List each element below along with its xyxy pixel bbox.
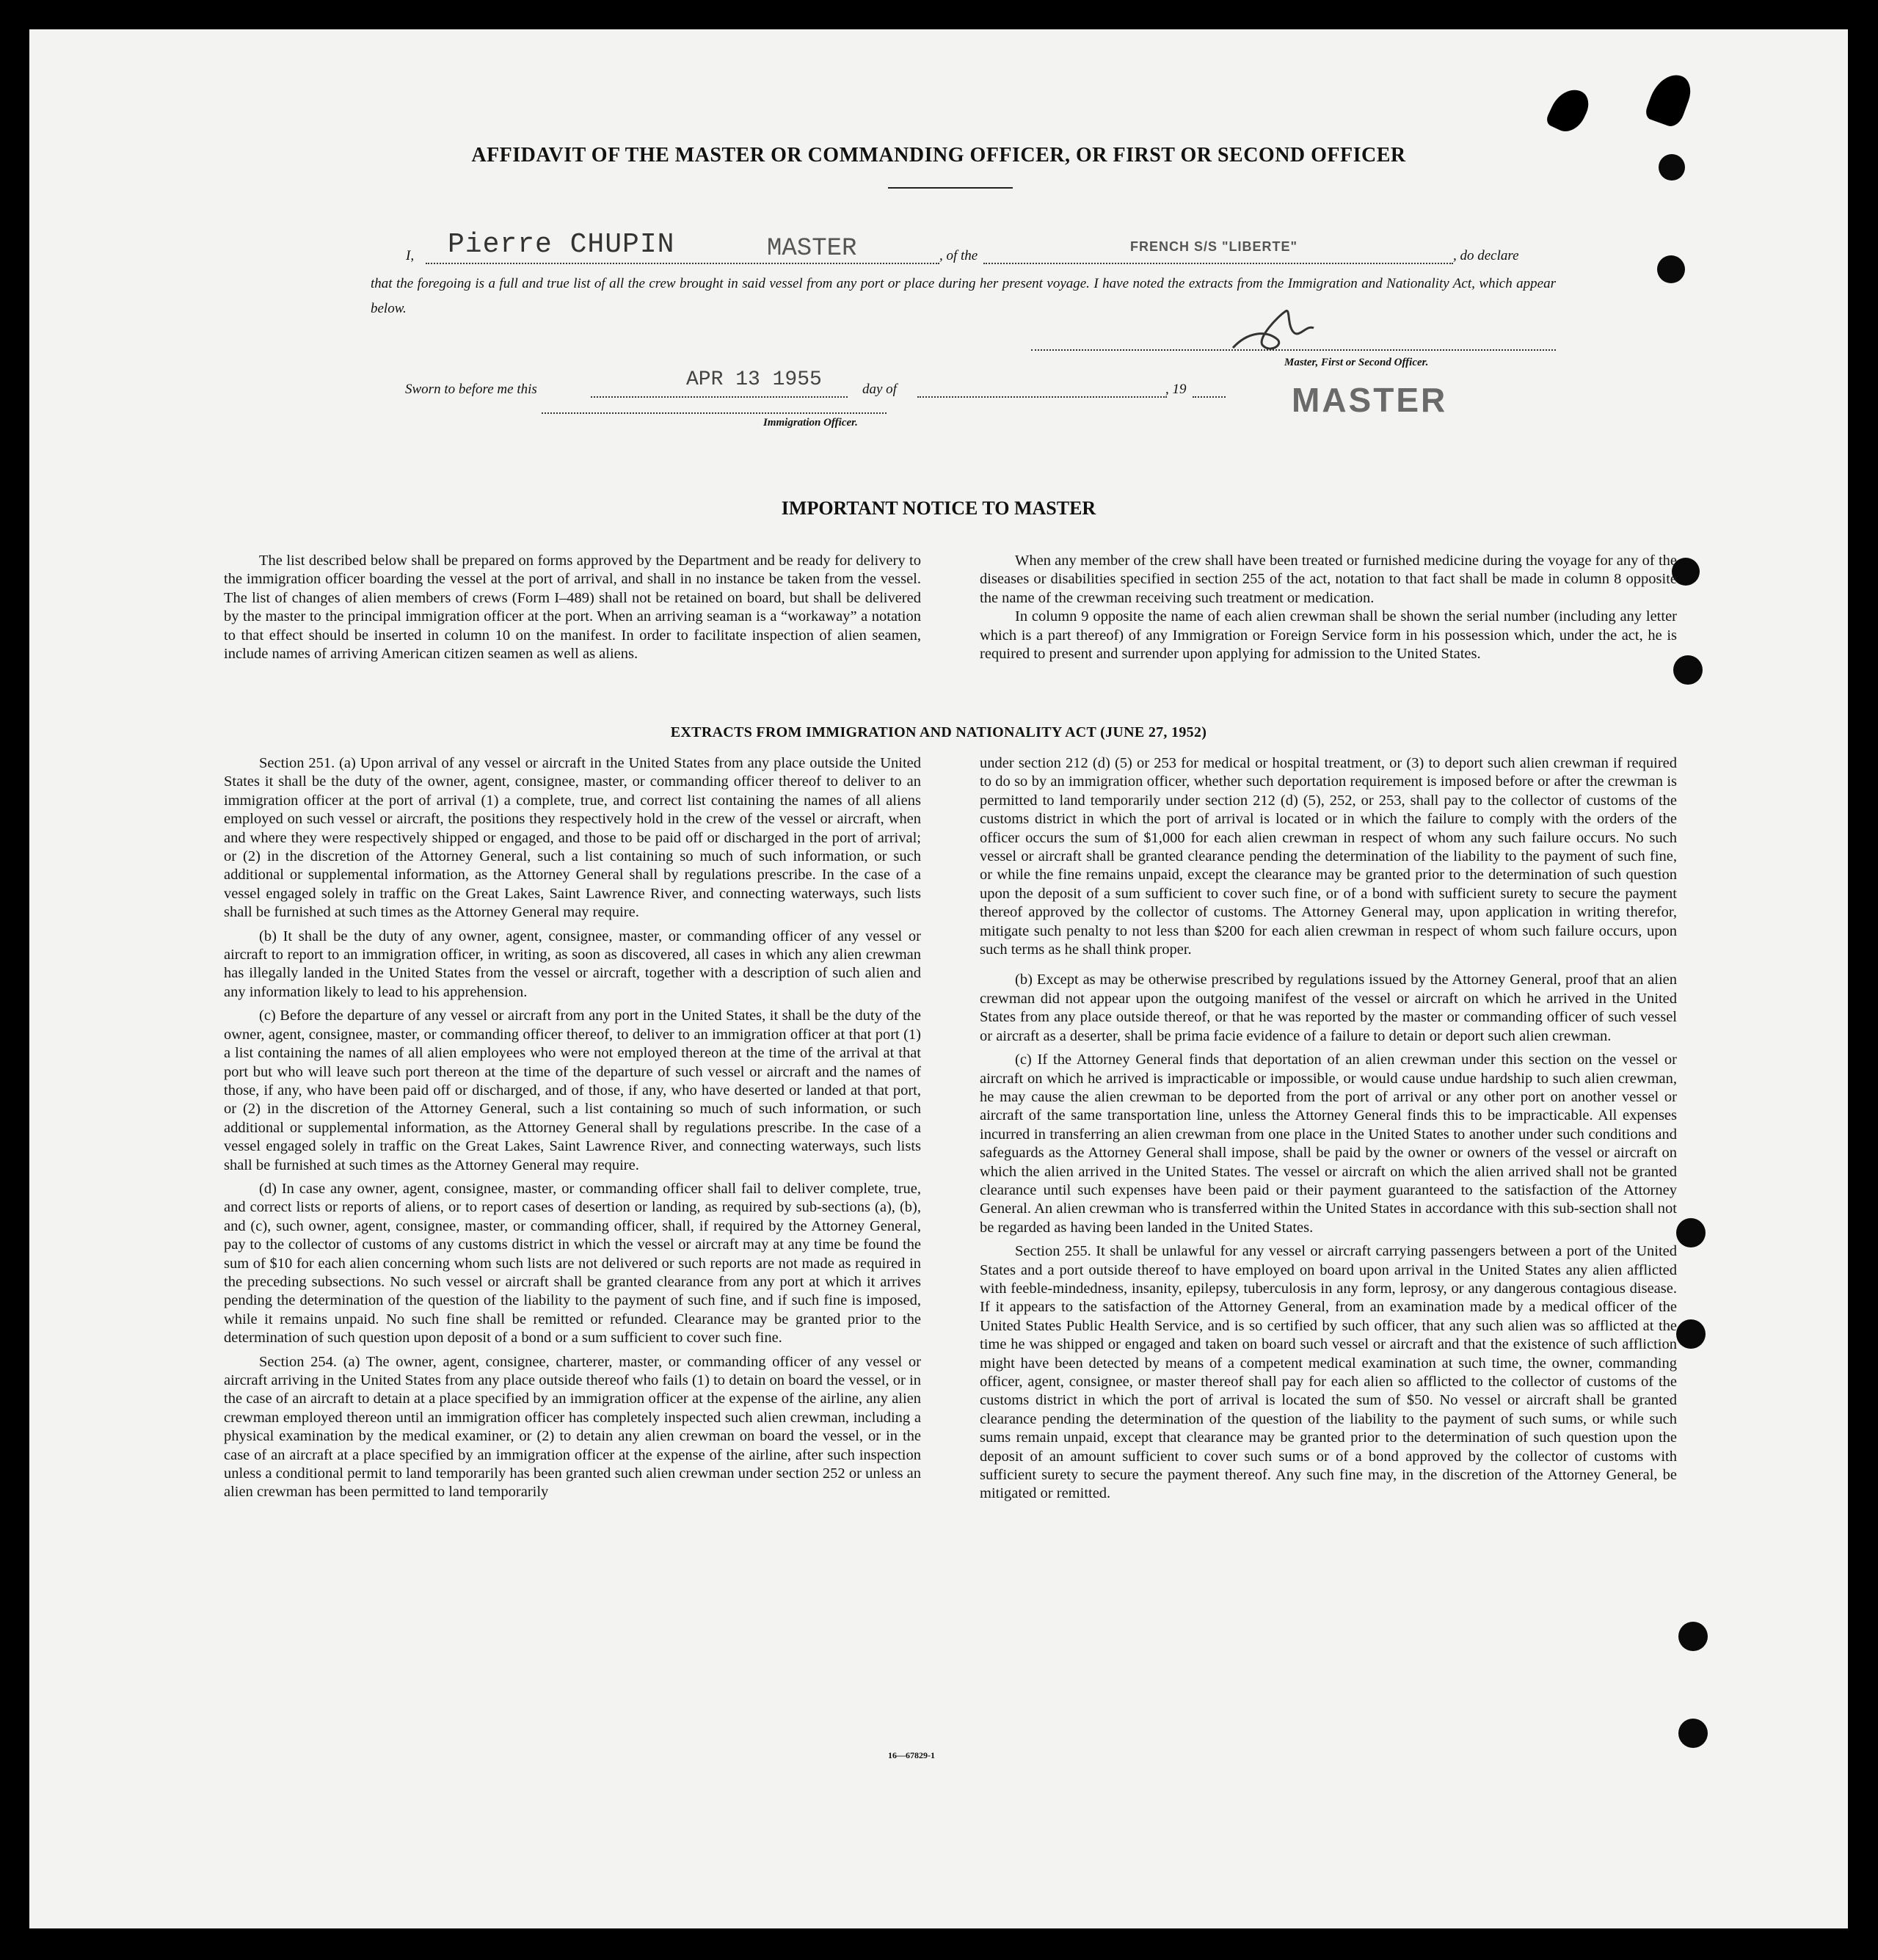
title-rule [888, 187, 1013, 189]
punch-hole [1673, 655, 1703, 685]
punch-hole [1678, 1622, 1708, 1651]
section-251c: (c) Before the departure of any vessel or aircraft from any port in the United States, it shall be the duty of the owner, agent, consignee, master, or commanding officer thereof, to deliver to an immigration officer at that port (1) a list containing the names of all alien employees who were not employed thereon at the time of the arrival at that port but who will leave such port thereon at the time of the departure of such vessel or aircraft and the names of those, if any, who have been paid off or discharged, and of those, if any, who have deserted or landed at that port, or (2) in the discretion of the Attorney General, such a list containing so much of such information, or such additional or supplemental information, as the Attorney General shall by regulations prescribe. In the case of a vessel engaged solely in traffic on the Great Lakes, Saint Lawrence River, and connecting waterways, such lists shall be furnished at such times as the Attorney General may require. [224, 1008, 921, 1173]
signature-mark [1226, 302, 1321, 361]
punch-hole [1678, 1719, 1708, 1748]
signature-line [1031, 349, 1556, 351]
affidavit-title: AFFIDAVIT OF THE MASTER OR COMMANDING OFFICER, OR FIRST OR SECOND OFFICER [471, 144, 1406, 167]
vessel-field-value[interactable]: FRENCH S/S "LIBERTE" [1130, 239, 1298, 254]
master-stamp: MASTER [1292, 381, 1448, 419]
sworn-date-line [591, 396, 848, 398]
notice-left-column [224, 552, 921, 663]
extracts-title: EXTRACTS FROM IMMIGRATION AND NATIONALITY ACT (JUNE 27, 1952) [670, 724, 1207, 740]
prefix-i-label: I, [406, 248, 415, 263]
extracts-right-column [980, 754, 1677, 1504]
sworn-label: Sworn to before me this [405, 382, 537, 397]
sworn-date-value[interactable]: APR 13 1955 [686, 368, 822, 391]
officer-caption: Immigration Officer. [763, 417, 858, 429]
punch-hole [1676, 1319, 1706, 1349]
extracts-left-column [224, 754, 921, 1502]
declaration-text: that the foregoing is a full and true list of all the crew brought in said vessel from any port or place during her present voyage. I have noted the extracts from the Immigration and Nationality Act, which appear below. [371, 276, 1556, 316]
section-254a-continued: under section 212 (d) (5) or 253 for medical or hospital treatment, or (3) to deport such alien crewman if required to do so by an immigration officer, whether such deportation requirement is imposed before or after the crewman is permitted to land temporarily under section 212 (d) (5), 252, or 253, shall pay to the collector of customs of the customs district in which the port of arrival is located or in which the failure to comply with the orders of the officer occurs the sum of $1,000 for each alien crewman in respect of whom any such failure occurs. No such vessel or aircraft shall be granted clearance pending the determination of the liability to the payment of such fine, or while the fine remains unpaid, except the clearance may be granted prior to the determination of such question upon the deposit of a sum sufficient to cover such fine, or of a bond with sufficient surety to secure the payment thereof approved by the collector of customs. The Attorney General may, upon application in writing therefor, mitigate such penalty to not less than $200 for each alien crewman in respect of whom such failure occurs, upon such terms as he shall think proper. [980, 755, 1677, 958]
section-251d: (d) In case any owner, agent, consignee, master, or commanding officer shall fail to deliver complete, true, and correct lists or reports of aliens, or to report cases of desertion or landing, as required by sub-sections (a), (b), and (c), such owner, agent, consignee, master, or commanding officer, shall, if required by the Attorney General, pay to the collector of customs of any customs district in which the vessel or aircraft may at any time be found the sum of $10 for each alien concerning whom such lists are not delivered or such reports are not made as required in the preceding subsections. No such vessel or aircraft shall be granted clearance from any port at which it arrives pending the determination of the question of the liability to the payment of such fine, and if such fine is imposed, while it remains unpaid. No such fine shall be remitted or refunded. Clearance may be granted prior to the determination of such question upon deposit of a bond or a sum sufficient to cover such fine. [224, 1180, 921, 1347]
vessel-field-line [983, 263, 1453, 264]
name-field-value[interactable]: Pierre CHUPIN [448, 229, 675, 261]
section-254b: (b) Except as may be otherwise prescribed by regulations issued by the Attorney General, proof that an alien crewman did not appear upon the outgoing manifest of the vessel or aircraft on which he arrived in the United States from any place outside thereof, or that he was reported by the master or commanding officer of such vessel or aircraft as a deserter, shall be prima facie evidence of a failure to detain or deport such alien crewman. [980, 972, 1677, 1044]
notice-right-paragraph: When any member of the crew shall have been treated or furnished medicine during the voyage for any of the diseases or disabilities specified in section 255 of the act, notation to that fact shall be made in column 8 opposite the name of the crewman receiving such treatment or medication. [980, 553, 1677, 606]
rank-field-value[interactable]: MASTER [767, 235, 857, 263]
section-255: Section 255. It shall be unlawful for any vessel or aircraft carrying passengers between a port of the United States and a port outside thereof to have employed on board upon arrival in the United States any alien afflicted with feeble-mindedness, insanity, epilepsy, tuberculosis in any form, leprosy, or any dangerous contagious disease. If it appears to the satisfaction of the Attorney General, from an examination made by a medical officer of the United States Public Health Service, and is so certified by such officer, that any such alien was so afflicted at the time he was shipped or engaged and taken on board such vessel or aircraft and that the existence of such affliction might have been detected by means of a competent medical examination at such time, the owner, commanding officer, agent, consignee, or master thereof shall pay for each alien so afflicted to the collector of customs of the customs district in which the port of arrival is located the sum of $50. No vessel or aircraft shall be granted clearance pending the determination of the question of the liability to the payment of such sums, or while such sums remain unpaid, except that clearance may be granted prior to the determination of such question upon the deposit of an amount sufficient to cover such sums or of a bond approved by the collector of customs with sufficient surety to secure the payment thereof. Any such fine may, in the discretion of the Attorney General, be mitigated or remitted. [980, 1243, 1677, 1502]
notice-right-paragraph: In column 9 opposite the name of each alien crewman shall be shown the serial number (including any letter which is a part thereof) of any Immigration or Foreign Service form in his possession which, under the act, he is required to present and surrender upon applying for admission to the United States. [980, 608, 1677, 663]
section-254c: (c) If the Attorney General finds that deportation of an alien crewman under this section on the vessel or aircraft on which he arrived is impracticable or impossible, or would cause undue hardship to such alien crewman, he may cause the alien crewman to be deported from the port of arrival or any other port on another vessel or aircraft of the same transportation line, unless the Attorney General finds this to be impracticable. All expenses incurred in transferring an alien crewman from one place in the United States to another under such conditions and safeguards as the Attorney General shall impose, shall be paid by the owner or owners of the vessel or aircraft on which the alien arrived in the United States. The vessel or aircraft on which the alien arrived shall not be granted clearance until such expenses have been paid or their payment guaranteed to the satisfaction of the Attorney General. An alien crewman who is transferred within the United States in accordance with this sub-section shall not be regarded as having been landed in the United States. [980, 1052, 1677, 1236]
punch-hole [1676, 1218, 1706, 1247]
notice-left-paragraph: The list described below shall be prepared on forms approved by the Department and be ready for delivery to the immigration officer boarding the vessel at the port of arrival, and shall in no instance be taken from the vessel. The list of changes of alien members of crews (Form I–489) shall not be retained on board, but shall be delivered by the master to the principal immigration officer at the port. When an arriving seaman is a “workaway” a notation to that effect should be inserted in column 10 on the manifest. In order to facilitate inspection of alien seamen, include names of arriving American citizen seamen as well as aliens. [224, 553, 921, 663]
officer-signature-line [542, 412, 887, 414]
year-label: , 19 [1165, 382, 1187, 397]
corner-notch [1644, 69, 1696, 130]
form-number: 16—67829-1 [888, 1750, 935, 1760]
corner-notch [1544, 83, 1593, 137]
day-of-label: day of [862, 382, 897, 397]
of-the-label: , of the [939, 248, 978, 263]
notice-right-column [980, 552, 1677, 663]
notice-title: IMPORTANT NOTICE TO MASTER [781, 498, 1096, 519]
section-251a: Section 251. (a) Upon arrival of any vessel or aircraft in the United States from any place outside the United States it shall be the duty of the owner, agent, consignee, master, or commanding officer thereof to deliver to an immigration officer at the port of arrival (1) a complete, true, and correct list containing the names of all aliens employed on such vessel or aircraft, the positions they respectively hold in the crew of the vessel or aircraft, when and where they were respectively shipped or engaged, and those to be paid off or discharged in the port of arrival; or (2) in the discretion of the Attorney General, such a list containing so much of such information, or such additional or supplemental information, as the Attorney General shall by regulations prescribe. In the case of a vessel engaged solely in traffic on the Great Lakes, Saint Lawrence River, and connecting waterways, such lists shall be furnished at such times as the Attorney General may require. [224, 755, 921, 921]
signature-caption: Master, First or Second Officer. [1284, 357, 1429, 368]
name-field-line [426, 263, 939, 264]
section-254a: Section 254. (a) The owner, agent, consignee, charterer, master, or commanding officer of any vessel or aircraft arriving in the United States from any place outside thereof who fails (1) to detain on board the vessel, or in the case of an aircraft to detain at a place specified by an immigration officer at the expense of the airline, any alien crewman employed thereon until an immigration officer has completely inspected such alien crewman, including a physical examination by the medical examiner, or (2) to detain any alien crewman on board the vessel, or in the case of an aircraft at a place specified by an immigration officer at the expense of the airline, after such inspection unless a conditional permit to land temporarily has been granted such alien crewman under section 252 or unless an alien crewman has been permitted to land temporarily [224, 1353, 921, 1501]
do-declare-label: , do declare [1453, 248, 1519, 263]
section-251b: (b) It shall be the duty of any owner, agent, consignee, master, or commanding officer of any vessel or aircraft to report to an immigration officer, in writing, as soon as discovered, all cases in which any alien crewman has illegally landed in the United States from the vessel or aircraft, together with a description of such alien and any information likely to lead to his apprehension. [224, 928, 921, 1000]
punch-hole [1657, 255, 1685, 283]
year-field-line [1193, 396, 1226, 398]
month-field-line [917, 396, 1167, 398]
document-page [29, 29, 1848, 1928]
